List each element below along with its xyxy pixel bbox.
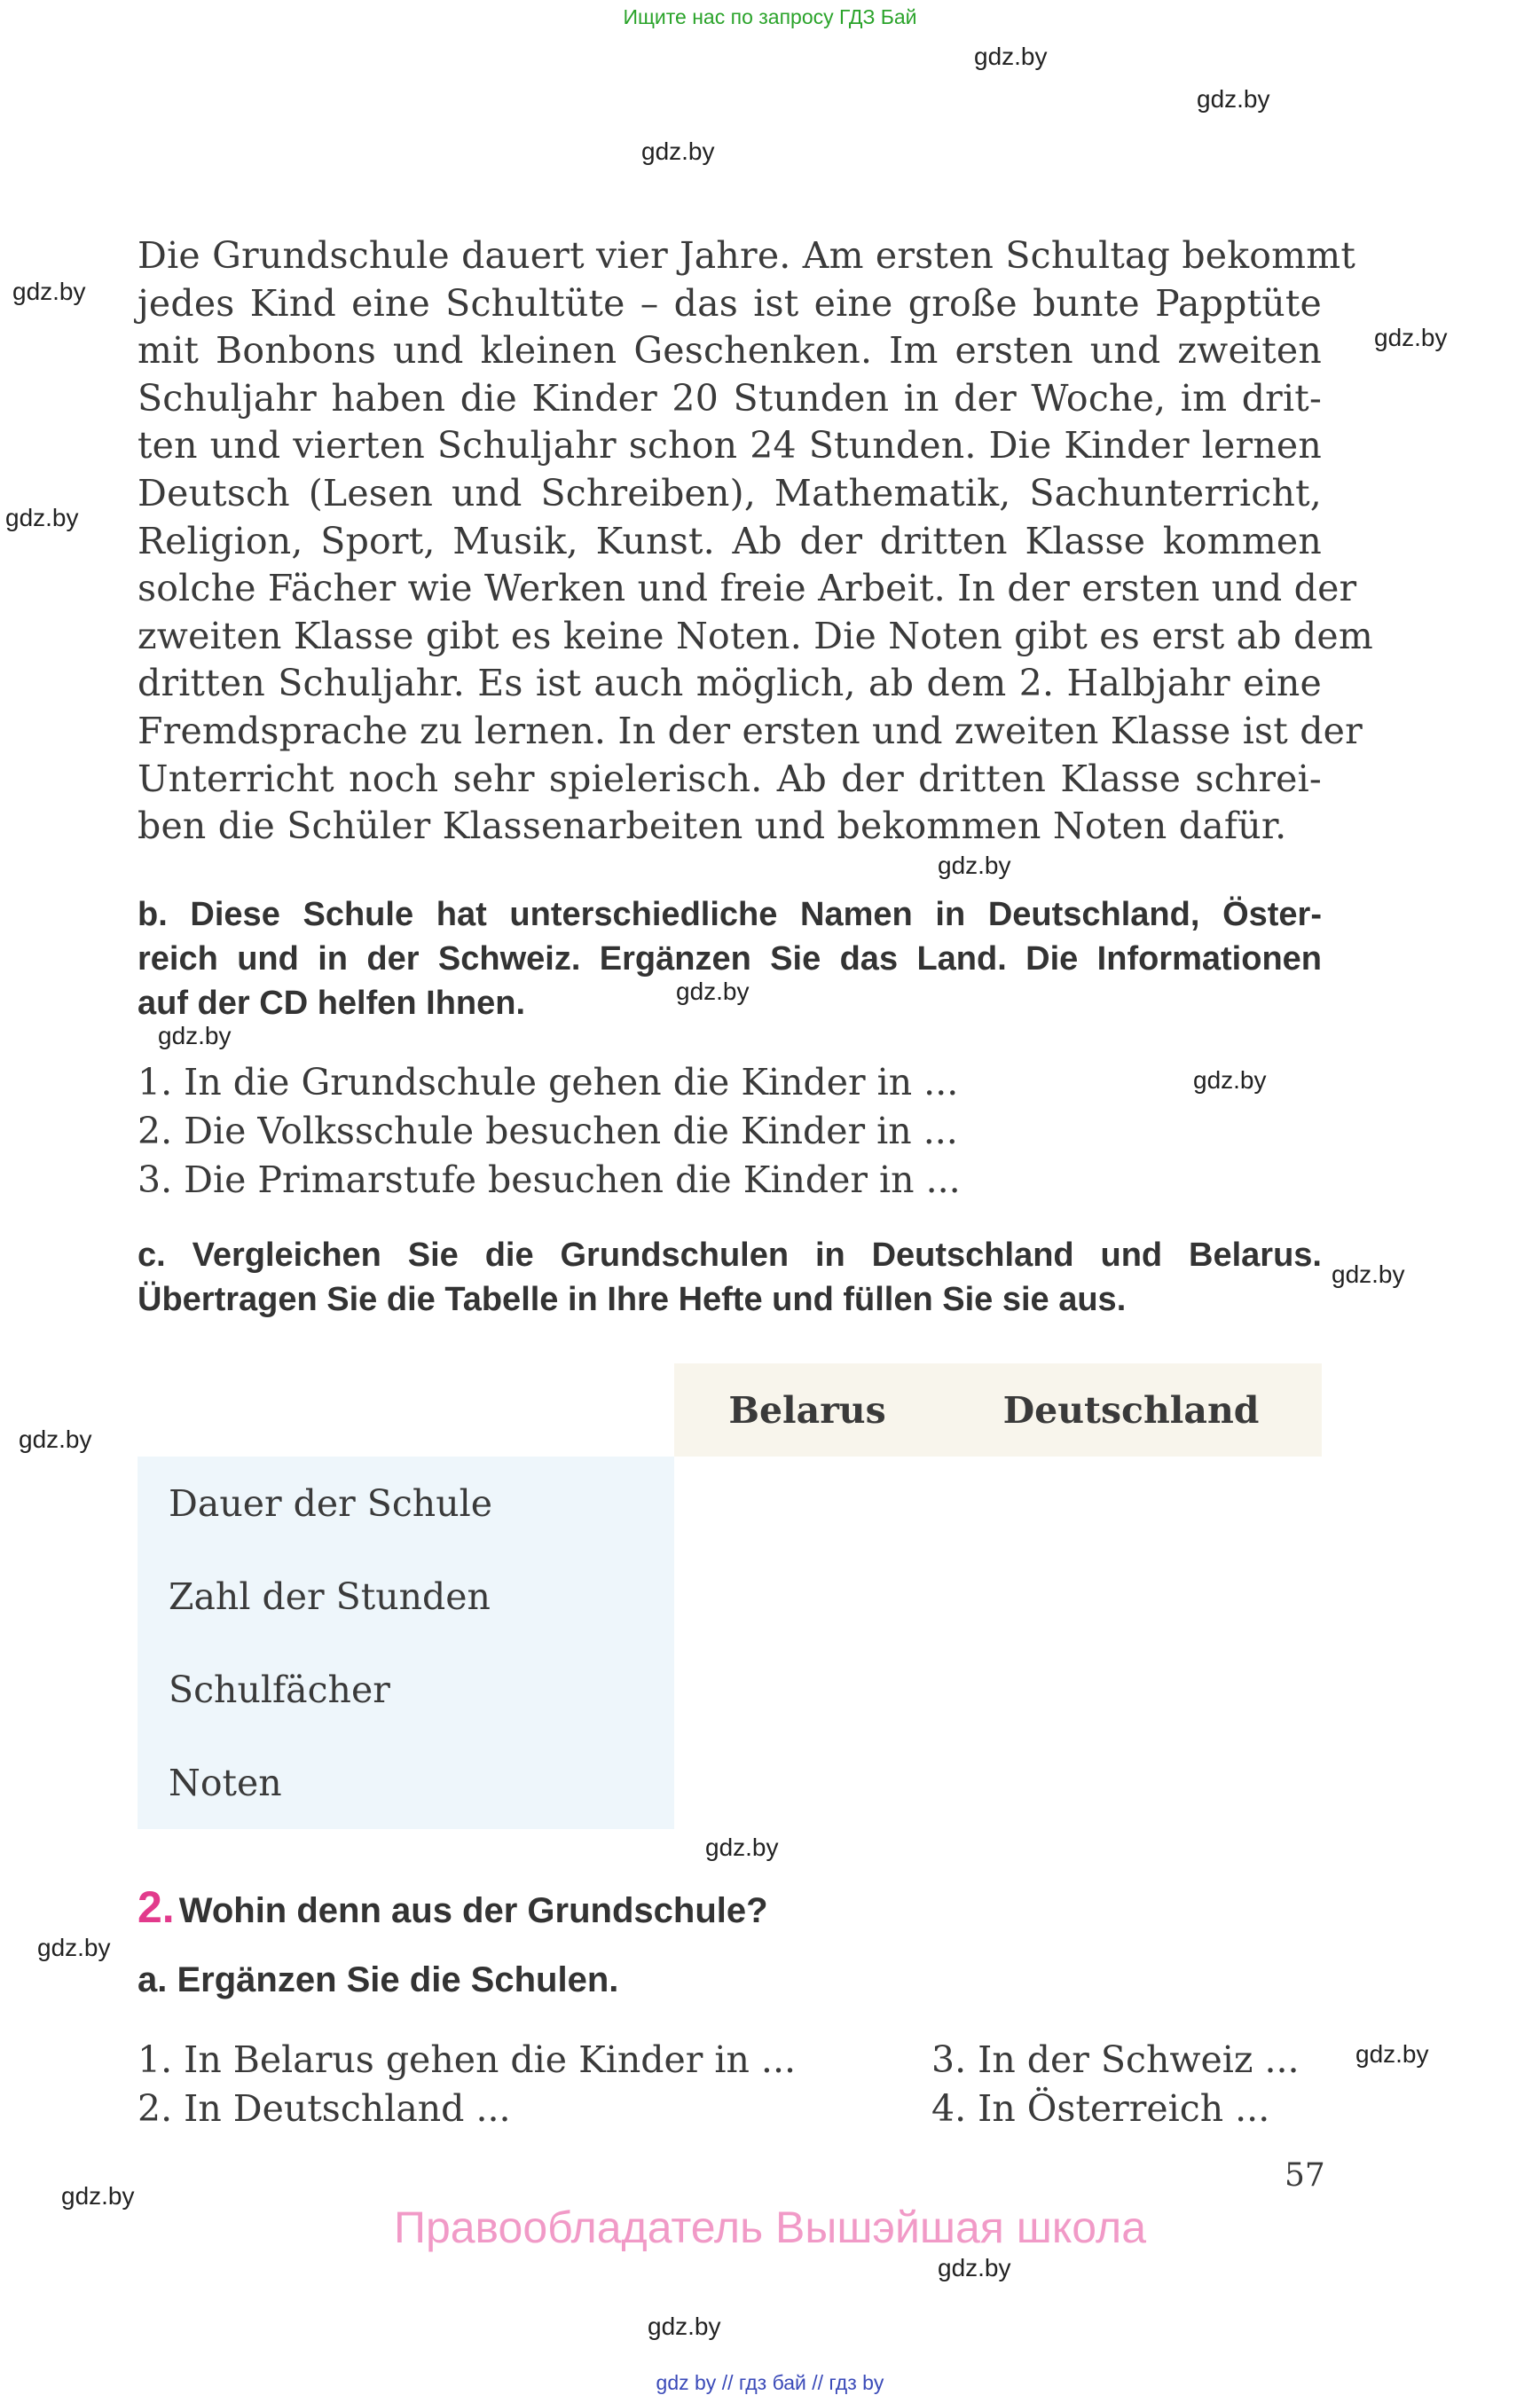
watermark: gdz.by bbox=[648, 2313, 721, 2340]
watermark: gdz.by bbox=[1193, 1066, 1267, 1094]
paragraph-line: ten und vierten Schuljahr schon 24 Stunden. Die Kinder lernen bbox=[138, 424, 1322, 467]
paragraph-line: Die Grundschule dauert vier Jahre. Am ersten Schultag bekommt bbox=[138, 234, 1356, 277]
task-2-subtitle: a. Ergänzen Sie die Schulen. bbox=[138, 1960, 619, 1999]
page-number: 57 bbox=[1285, 2157, 1325, 2194]
watermark: gdz.by bbox=[61, 2182, 135, 2210]
row-label: Dauer der Schule bbox=[138, 1457, 674, 1550]
table-cell bbox=[940, 1736, 1322, 1829]
task-c-instruction bbox=[138, 1233, 1322, 1322]
footer-links[interactable]: gdz by // гдз бай // гдз by bbox=[656, 2371, 884, 2394]
task-title: Wohin denn aus der Grundschule? bbox=[178, 1891, 768, 1930]
task-c-line: Übertragen Sie die Tabelle in Ihre Hefte und füllen Sie sie aus. bbox=[138, 1281, 1127, 1318]
watermark: gdz.by bbox=[705, 1834, 779, 1861]
table-row bbox=[138, 1736, 1322, 1829]
paragraph-line: dritten Schuljahr. Es ist auch möglich, ab dem 2. Halbjahr eine bbox=[138, 662, 1322, 705]
row-label: Schulfächer bbox=[138, 1643, 674, 1736]
paragraph-line: Religion, Sport, Musik, Kunst. Ab der dritten Klasse kommen bbox=[138, 519, 1322, 562]
table-row bbox=[138, 1550, 1322, 1643]
paragraph-line: Unterricht noch sehr spielerisch. Ab der dritten Klasse schrei- bbox=[138, 757, 1322, 800]
task-2-list-left bbox=[138, 2036, 796, 2133]
paragraph-line: jedes Kind eine Schultüte – das ist eine große bunte Papptüte bbox=[138, 281, 1322, 325]
watermark: gdz.by bbox=[19, 1425, 92, 1453]
watermark: gdz.by bbox=[974, 43, 1048, 70]
watermark: gdz.by bbox=[37, 1934, 111, 1961]
list-item: 3. In der Schweiz ... bbox=[931, 2038, 1300, 2081]
list-item: 2. Die Volksschule besuchen die Kinder in ... bbox=[138, 1110, 958, 1152]
list-item: 1. In Belarus gehen die Kinder in ... bbox=[138, 2038, 797, 2081]
comparison-table bbox=[138, 1363, 1322, 1829]
watermark: gdz.by bbox=[158, 1022, 232, 1049]
table-cell bbox=[674, 1457, 940, 1550]
task-b-line: reich und in der Schweiz. Ergänzen Sie das Land. Die Informationen bbox=[138, 940, 1322, 978]
watermark: gdz.by bbox=[1355, 2040, 1429, 2068]
watermark: gdz.by bbox=[1332, 1260, 1405, 1288]
table-cell bbox=[674, 1643, 940, 1736]
task-number: 2. bbox=[138, 1882, 175, 1932]
list-item: 3. Die Primarstufe besuchen die Kinder in ... bbox=[138, 1158, 961, 1201]
list-item: 4. In Österreich ... bbox=[931, 2087, 1270, 2130]
watermark: gdz.by bbox=[676, 978, 750, 1005]
row-label: Noten bbox=[138, 1736, 674, 1829]
top-banner[interactable]: Ищите нас по запросу ГДЗ Бай bbox=[623, 5, 917, 28]
watermark: gdz.by bbox=[641, 137, 715, 165]
paragraph-line: zweiten Klasse gibt es keine Noten. Die Noten gibt es erst ab dem bbox=[138, 614, 1373, 657]
paragraph-line: Fremdsprache zu lernen. In der ersten und zweiten Klasse ist der bbox=[138, 709, 1363, 752]
list-item: 2. In Deutschland ... bbox=[138, 2087, 511, 2130]
task-2-heading bbox=[138, 1881, 768, 1933]
table-cell bbox=[674, 1550, 940, 1643]
task-2-list-right bbox=[931, 2036, 1300, 2133]
table-row bbox=[138, 1457, 1322, 1550]
watermark: gdz.by bbox=[1374, 324, 1448, 351]
paragraph-line: Deutsch (Lesen und Schreiben), Mathematik, Sachunterricht, bbox=[138, 471, 1322, 514]
task-b-line: b. Diese Schule hat unterschiedliche Namen in Deutschland, Öster- bbox=[138, 896, 1322, 933]
table-header-empty bbox=[138, 1363, 674, 1457]
watermark: gdz.by bbox=[12, 278, 86, 305]
task-b-list bbox=[138, 1058, 961, 1205]
table-row bbox=[138, 1643, 1322, 1736]
task-b-line: auf der CD helfen Ihnen. bbox=[138, 985, 526, 1022]
table-cell bbox=[940, 1550, 1322, 1643]
list-item: 1. In die Grundschule gehen die Kinder in ... bbox=[138, 1061, 959, 1103]
table-cell bbox=[940, 1643, 1322, 1736]
paragraph-line: Schuljahr haben die Kinder 20 Stunden in der Woche, im drit- bbox=[138, 376, 1322, 420]
copyright-notice: Правообладатель Вышэйшая школа bbox=[394, 2203, 1146, 2252]
task-c-line: c. Vergleichen Sie die Grundschulen in Deutschland und Belarus. bbox=[138, 1237, 1322, 1274]
table-header-deutschland: Deutschland bbox=[940, 1363, 1322, 1457]
watermark: gdz.by bbox=[938, 2254, 1011, 2281]
paragraph-line: mit Bonbons und kleinen Geschenken. Im ersten und zweiten bbox=[138, 329, 1322, 373]
table-cell bbox=[940, 1457, 1322, 1550]
watermark: gdz.by bbox=[5, 504, 79, 531]
paragraph-line: solche Fächer wie Werken und freie Arbeit. In der ersten und der bbox=[138, 567, 1357, 610]
watermark: gdz.by bbox=[1197, 85, 1270, 113]
paragraph-line: ben die Schüler Klassenarbeiten und bekommen Noten dafür. bbox=[138, 805, 1287, 848]
row-label: Zahl der Stunden bbox=[138, 1550, 674, 1643]
table-header-belarus: Belarus bbox=[674, 1363, 940, 1457]
watermark: gdz.by bbox=[938, 852, 1011, 879]
task-b-instruction bbox=[138, 892, 1322, 1025]
main-paragraph bbox=[138, 232, 1373, 851]
table-cell bbox=[674, 1736, 940, 1829]
